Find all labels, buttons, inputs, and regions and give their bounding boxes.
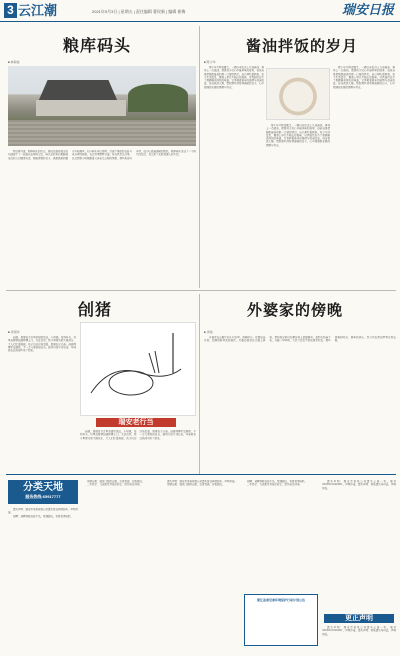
page-header bbox=[0, 0, 400, 22]
rice-title: 酱油拌饭的岁月 bbox=[245, 37, 358, 55]
divider bbox=[6, 474, 396, 475]
pig-caption: 瑞安老行当 bbox=[96, 418, 176, 427]
granary-author: ■ 林海波 bbox=[8, 60, 20, 64]
classifieds-hotline: 服务热线:65917777 bbox=[25, 494, 61, 499]
page-meta: 2021年9月3日 | 星期五 | 责任编辑 曹钗新 | 编辑 崔梅 bbox=[92, 9, 186, 14]
grandma-body: 外婆家在山脚下的小村庄里，傍晚时分，炊烟袅袅升起，田间的蛙声此起彼伏。外婆总是坐在门槛上择菜，我和表兄弟们在晒谷场上追逐嬉戏，直到天色暗下来，外婆一声呼唤，大家才恋恋不舍地回家吃饭。那些傍晚的时光，简单而快乐，至今仍在我的梦里反复出现。 bbox=[204, 336, 396, 343]
rice-body-mid: 那个年代物资匮乏，一碗白米饭浇上几滴酱油，再拌上一点猪油，便是孩子们心中最美味的佳肴。母亲总是把锅底最香的那一口留给我们，自己却吃着剩菜。如今生活富足，餐桌上早已不缺山珍海味，可我始终忘不了那碗酱油拌饭的味道，它承载着童年的温情与母亲的爱。每当夜深人静，想起那些清贫却温暖的日子，心中便涌起无限的感慨与怀念。 bbox=[266, 124, 330, 147]
notice-title: 浙江省委党委环境保护行动计划公告 bbox=[256, 598, 305, 602]
correction-text: 遗失声明：瑞安市某某公司遗失公章一枚，编号3303810000001，声明作废。遗失声明：某某遗失身份证，声明作废。 bbox=[322, 626, 396, 636]
notices-right-col: 遗失声明：瑞安市某某公司遗失公章一枚，编号3303810000001，声明作废。遗失声明：某某遗失身份证，声明作废。 bbox=[322, 480, 396, 490]
grandma-title: 外婆家的傍晚 bbox=[246, 301, 343, 319]
classifieds-col-3: 遗失声明：瑞安市某某有限公司遗失营业执照副本，声明作废。 房屋出租：城区门面房出租，位置优越，价格面议。 bbox=[167, 480, 238, 487]
classifieds-title: 分类天地 bbox=[23, 482, 63, 493]
grandma-author: ■ 余钱 bbox=[204, 330, 213, 334]
divider bbox=[199, 26, 200, 288]
pig-sketch-icon bbox=[81, 323, 196, 416]
classifieds-col-1: 遗失声明：瑞安市某某有限公司遗失营业执照副本，声明作废。 招聘：诚聘驾驶员若干名，待遇面议，有意者请电联。 bbox=[8, 508, 78, 518]
masthead: 瑞安日报 bbox=[341, 3, 394, 18]
granary-body: 物以稀为贵，粮库码头的历史，曾经在瑞安城关的东面留下了一段难以忘却的记忆。码头边的青石板路被来往的人们踏得光滑，粮船停靠的日子，满是挑担的脚夫与吆喝声。如今码头早已停用，只留下斑驳的石阶与老仓库的轮廓，在江风里默默守望。每当我走过这里，总会想起小时候跟着父亲来交公粮的情景，那些热闹与辛劳，成为心底最温暖的底色。粮库码头见证了一个时代的变迁，也记录了无数普通人的生活。 bbox=[8, 150, 196, 160]
rice-photo bbox=[266, 68, 330, 120]
pig-illustration bbox=[80, 322, 196, 416]
rice-body-right: 那个年代物资匮乏，一碗白米饭浇上几滴酱油，再拌上一点猪油，便是孩子们心中最美味的佳肴。母亲总是把锅底最香的那一口留给我们，自己却吃着剩菜。如今生活富足，餐桌上早已不缺山珍海味，可我始终忘不了那碗酱油拌饭的味道，它承载着童年的温情与母亲的爱。每当夜深人静，想起那些清贫却温暖的日子，心中便涌起无限的感慨与怀念。 bbox=[333, 66, 395, 89]
divider bbox=[6, 290, 396, 291]
classifieds-col-2: 房屋出租：城区门面房出租，位置优越，价格面议。 二手转让：九成新家具低价转让，联系电话详询。 bbox=[87, 480, 145, 487]
classifieds-banner bbox=[8, 480, 78, 504]
correction-banner: 更正声明 bbox=[324, 614, 394, 623]
rice-author: ■ 陈少华 bbox=[204, 60, 216, 64]
divider bbox=[199, 294, 200, 474]
pig-title: 刣猪 bbox=[77, 300, 112, 319]
section-title: 云江潮 bbox=[18, 3, 58, 18]
pig-author: ■ 李国华 bbox=[8, 330, 20, 334]
page-number: 3 bbox=[4, 3, 17, 18]
granary-title: 粮库码头 bbox=[62, 36, 131, 55]
granary-photo bbox=[8, 66, 196, 146]
pig-body-right: 刣猪，是瑞安方言里杀猪的说法。小时候，每到年关，村里总要请刣猪师傅上门。天还没亮，院子里便支起大锅烧水，大人们忙着按猪，孩子们远远地看着，既害怕又兴奋。刣猪师傅手法娴熟，不一会儿便收拾妥当，猪肉分给左邻右舍，年味就在这热闹中浓了起来。 bbox=[80, 430, 196, 440]
notice-box bbox=[244, 594, 318, 646]
classifieds-col-4: 招聘：诚聘驾驶员若干名，待遇面议，有意者请电联。 二手转让：九成新家具低价转让，联系电话详询。 bbox=[247, 480, 308, 487]
rice-body-left: 那个年代物资匮乏，一碗白米饭浇上几滴酱油，再拌上一点猪油，便是孩子们心中最美味的佳肴。母亲总是把锅底最香的那一口留给我们，自己却吃着剩菜。如今生活富足，餐桌上早已不缺山珍海味，可我始终忘不了那碗酱油拌饭的味道，它承载着童年的温情与母亲的爱。每当夜深人静，想起那些清贫却温暖的日子，心中便涌起无限的感慨与怀念。 bbox=[204, 66, 264, 89]
pig-body-left: 刣猪，是瑞安方言里杀猪的说法。小时候，每到年关，村里总要请刣猪师傅上门。天还没亮，院子里便支起大锅烧水，大人们忙着按猪，孩子们远远地看着，既害怕又兴奋。刣猪师傅手法娴熟，不一会儿便收拾妥当，猪肉分给左邻右舍，年味就在这热闹中浓了起来。 bbox=[8, 336, 76, 353]
